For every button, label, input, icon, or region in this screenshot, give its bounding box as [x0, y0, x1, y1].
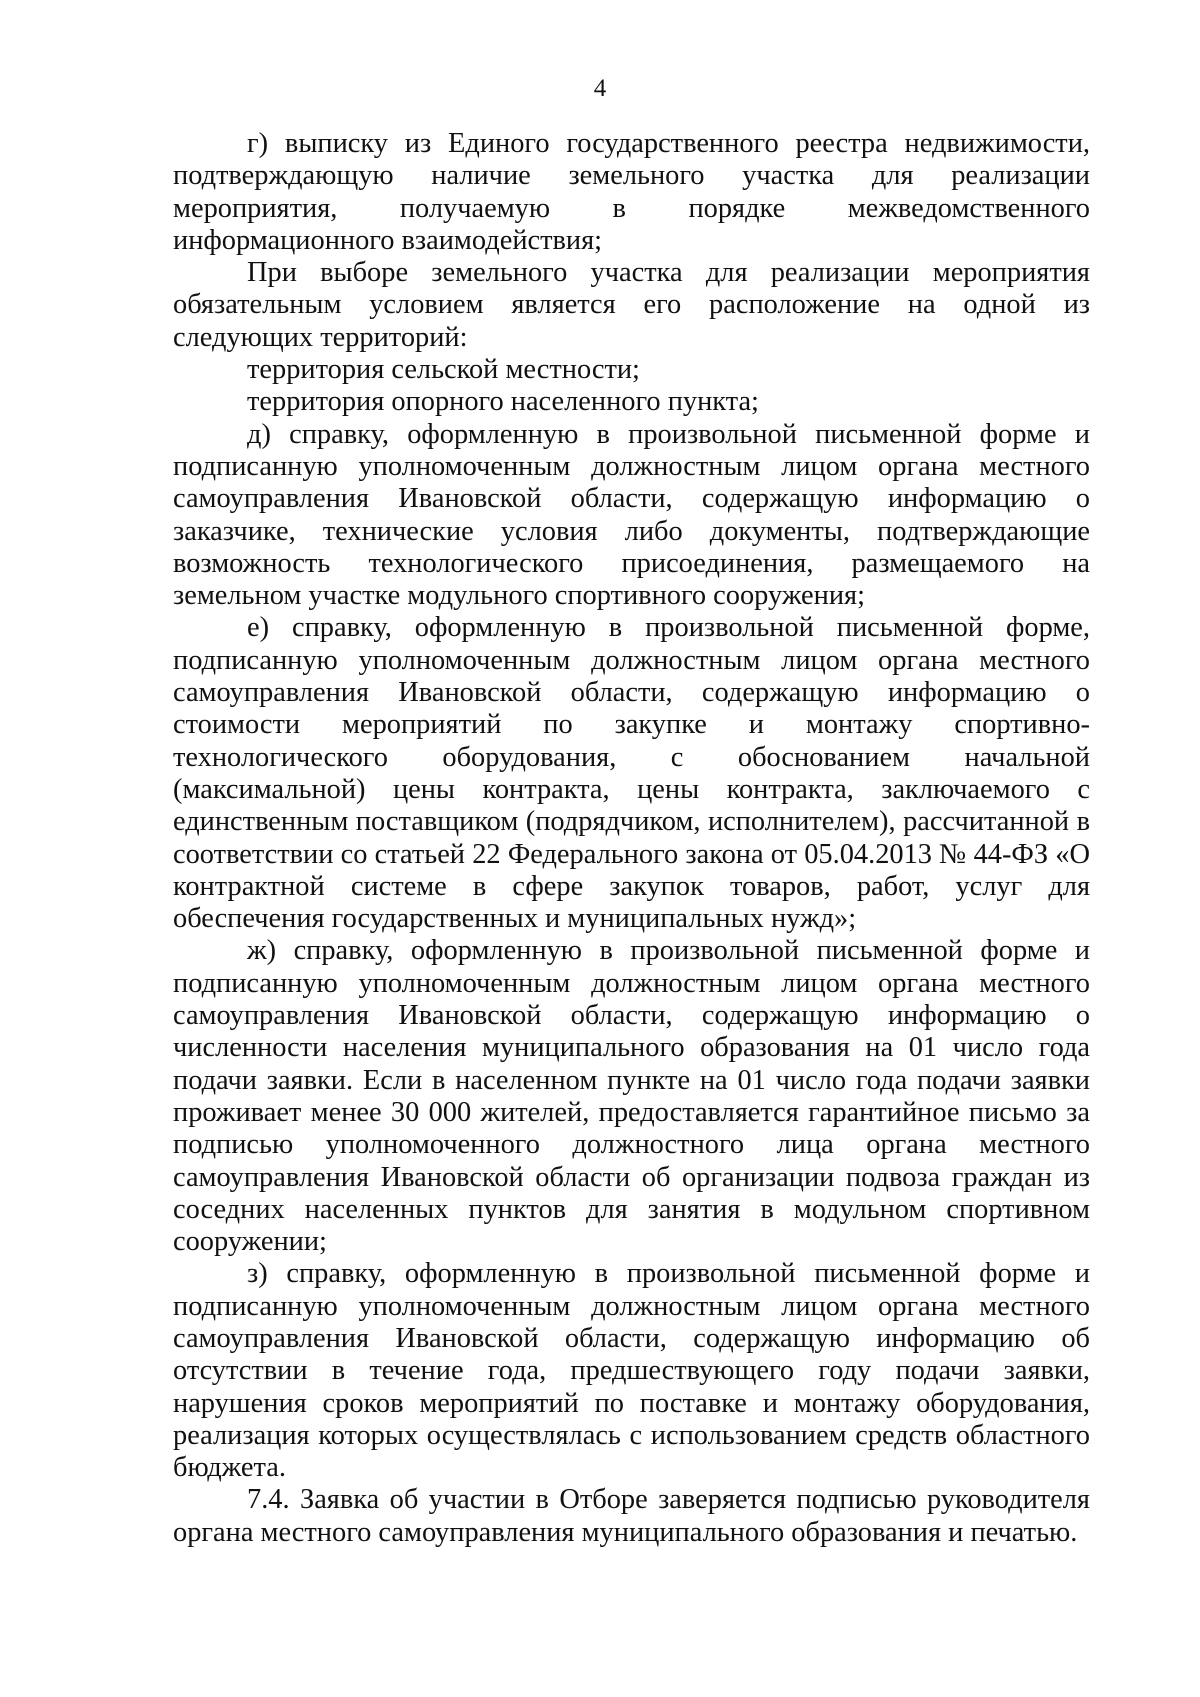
paragraph-item-d: д) справку, оформленную в произвольной письменной форме и подписанную уполномоченным должностным лицом органа местного самоуправления Ивановской области, содержащую информацию о заказчике, технические условия либо документы, подтверждающие возможность технологического присоединения, размещаемого на земельном участке модульного спортивного сооружения; [173, 418, 1090, 612]
paragraph-land-plot-condition: При выборе земельного участка для реализации мероприятия обязательным условием является его расположение на одной из следующих территорий: [173, 257, 1090, 353]
paragraph-rural-territory: территория сельской местности; [247, 354, 640, 386]
page-number: 4 [593, 75, 607, 102]
paragraph-item-zh: ж) справку, оформленную в произвольной письменной форме и подписанную уполномоченным должностным лицом органа местного самоуправления Ивановской области, содержащую информацию о численности населения муниципального образования на 01 число года подачи заявки. Если в населенном пункте на 01 число года подачи заявки проживает менее 30 000 жителей, предоставляется гарантийное письмо за подписью уполномоченного должностного лица органа местного самоуправления Ивановской области об организации подвоза граждан из соседних населенных пунктов для занятия в модульном спортивном сооружении; [173, 935, 1090, 1258]
paragraph-item-e: е) справку, оформленную в произвольной письменной форме, подписанную уполномоченным должностным лицом органа местного самоуправления Ивановской области, содержащую информацию о стоимости мероприятий по закупке и монтажу спортивно-технологического оборудования, с обоснованием начальной (максимальной) цены контракта, цены контракта, заключаемого с единственным поставщиком (подрядчиком, исполнителем), рассчитанной в соответствии со статьей 22 Федерального закона от 05.04.2013 № 44-ФЗ «О контрактной системе в сфере закупок товаров, работ, услуг для обеспечения государственных и муниципальных нужд»; [173, 612, 1090, 935]
paragraph-item-g: г) выписку из Единого государственного реестра недвижимости, подтверждающую наличие земельного участка для реализации мероприятия, получаемую в порядке межведомственного информационного взаимодействия; [173, 128, 1090, 256]
paragraph-support-settlement: территория опорного населенного пункта; [247, 386, 759, 418]
paragraph-7-4: 7.4. Заявка об участии в Отборе заверяется подписью руководителя органа местного самоуправления муниципального образования и печатью. [173, 1484, 1090, 1548]
paragraph-item-z: з) справку, оформленную в произвольной письменной форме и подписанную уполномоченным должностным лицом органа местного самоуправления Ивановской области, содержащую информацию об отсутствии в течение года, предшествующего году подачи заявки, нарушения сроков мероприятий по поставке и монтажу оборудования, реализация которых осуществлялась с использованием средств областного бюджета. [173, 1258, 1090, 1484]
document-body [173, 128, 1090, 1549]
